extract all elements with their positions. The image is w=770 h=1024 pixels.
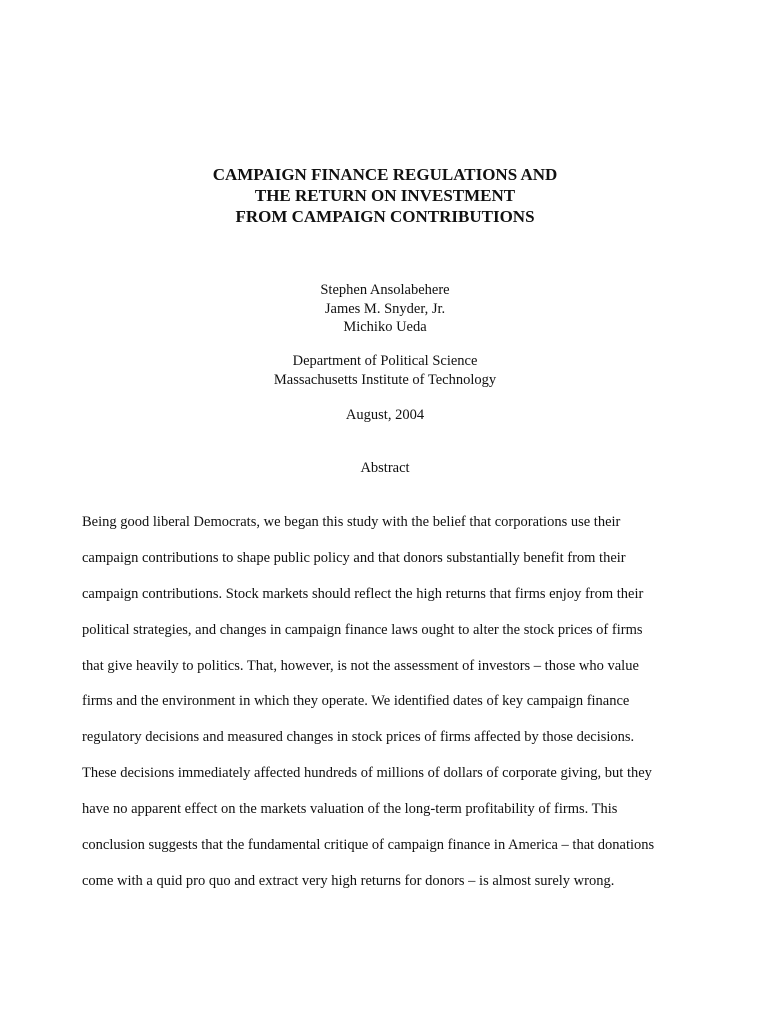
abstract-line: have no apparent effect on the markets valuation of the long-term profitability of firms. This: [82, 801, 618, 818]
abstract-line: Being good liberal Democrats, we began this study with the belief that corporations use their: [82, 514, 621, 530]
abstract-line: These decisions immediately affected hundreds of millions of dollars of corporate giving, but they: [82, 765, 652, 782]
abstract-line: firms and the environment in which they operate. We identified dates of key campaign finance: [82, 693, 630, 710]
paper-title: [0, 164, 770, 227]
title-line: THE RETURN ON INVESTMENT: [254, 186, 516, 205]
department: Department of Political Science: [292, 353, 478, 369]
institution: Massachusetts Institute of Technology: [273, 371, 497, 388]
abstract-body: [82, 511, 702, 906]
abstract-heading: Abstract: [360, 460, 410, 476]
abstract-line: that give heavily to politics. That, however, is not the assessment of investors – those who value: [82, 657, 639, 674]
title-line: FROM CAMPAIGN CONTRIBUTIONS: [235, 207, 535, 226]
author-list: [0, 281, 770, 337]
abstract-line: come with a quid pro quo and extract very high returns for donors – is almost surely wrong.: [82, 872, 615, 889]
abstract-line: political strategies, and changes in campaign finance laws ought to alter the stock prices of firms: [82, 621, 643, 638]
author-name: Michiko Ueda: [343, 319, 427, 335]
abstract-line: campaign contributions. Stock markets should reflect the high returns that firms enjoy from their: [82, 585, 644, 602]
abstract-line: regulatory decisions and measured changes in stock prices of firms affected by those decisions.: [82, 729, 635, 746]
author-name: James M. Snyder, Jr.: [324, 300, 446, 317]
affiliation: [0, 352, 770, 389]
abstract-line: campaign contributions to shape public policy and that donors substantially benefit from their: [82, 549, 626, 566]
title-line: CAMPAIGN FINANCE REGULATIONS AND: [212, 165, 558, 184]
publication-date: August, 2004: [345, 407, 425, 423]
abstract-line: conclusion suggests that the fundamental critique of campaign finance in America – that donations: [82, 837, 655, 854]
author-name: Stephen Ansolabehere: [320, 282, 450, 298]
